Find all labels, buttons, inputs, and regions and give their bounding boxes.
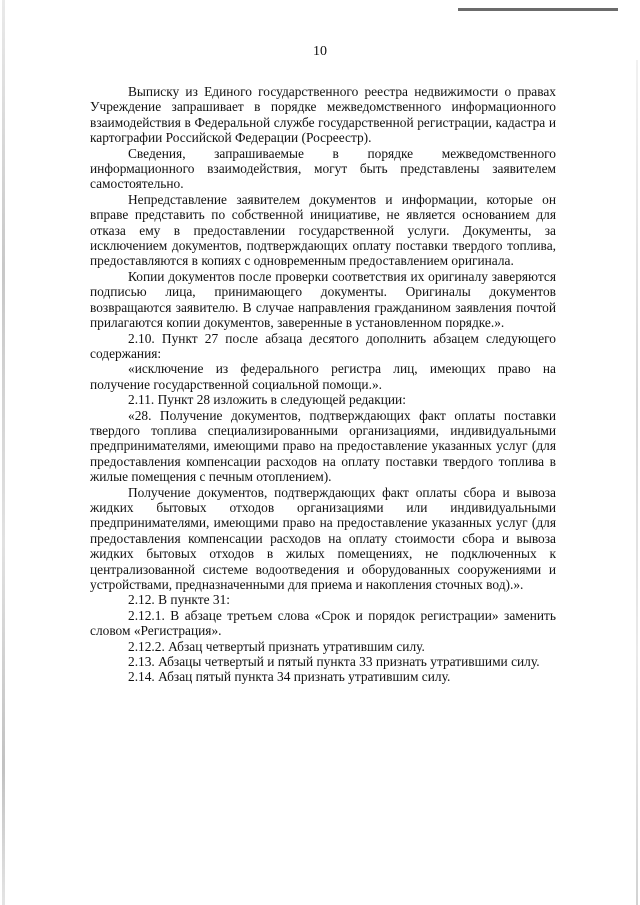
paragraph-2-14: 2.14. Абзац пятый пункта 34 признать утратившим силу. [128,669,451,685]
paragraph-interagency-info: Сведения, запрашиваемые в порядке межведомственного информационного взаимодействия, могут быть представлены заявителем самостоятельно. [90,145,556,192]
page-number: 10 [313,44,327,59]
paragraph-28-waste: Получение документов, подтверждающих факт оплаты сбора и вывоза жидких бытовых отходов организациями или индивидуальными предпринимателями, имеющими право на предоставление указанных услуг (для предоставления компенсации расходов на оплату стоимости сбора и вывоза жидких бытовых отходов в жилых помещениях, не подключенных к централизованной системе водоотведения и оборудованных сооружениями и устройствами, предназначенными для приема и накопления сточных вод).». [90,484,556,592]
paragraph-non-submission: Непредставление заявителем документов и информации, которые он вправе представить по собственной инициативе, не является основанием для отказа ему в предоставлении государственной услуги. Документы, за исключением документов, подтверждающих оплату поставки твердого топлива, предоставляются в копиях с одновременным предоставлением оригинала. [90,191,556,269]
paragraph-2-12-1: 2.12.1. В абзаце третьем слова «Срок и порядок регистрации» заменить словом «Регистрация». [90,607,556,639]
paragraph-2-10: 2.10. Пункт 27 после абзаца десятого дополнить абзацем следующего содержания: [90,330,556,361]
document-body [90,84,556,685]
paragraph-2-11: 2.11. Пункт 28 изложить в следующей редакции: [128,392,406,408]
paragraph-2-12-2: 2.12.2. Абзац четвертый признать утратившим силу. [128,638,425,654]
scan-top-mark [458,8,618,11]
scan-edge-left [2,0,5,905]
paragraph-28-fuel: «28. Получение документов, подтверждающих факт оплаты поставки твердого топлива специализированными организациями, индивидуальными предпринимателями, имеющими право на предоставление указанных услуг (для предоставления компенсации расходов на оплату поставки твердого топлива в жилые помещения с печным отоплением). [90,407,556,485]
paragraph-2-12: 2.12. В пункте 31: [128,592,231,608]
paragraph-egrn-extract: Выписку из Единого государственного реестра недвижимости о правах Учреждение запрашивает в порядке межведомственного информационного взаимодействия в Федеральной службе государственной регистрации, кадастра и картографии Российской Федерации (Росреестр). [90,84,556,146]
paragraph-2-13: 2.13. Абзацы четвертый и пятый пункта 33 признать утратившими силу. [128,654,540,670]
scan-edge-right [636,60,638,905]
paragraph-copies: Копии документов после проверки соответствия их оригиналу заверяются подписью лица, принимающего документы. Оригиналы документов возвращаются заявителю. В случае направления гражданином заявления почтой прилагаются копии документов, заверенные в установленном порядке.». [90,268,556,331]
paragraph-2-10-quote: «исключение из федерального регистра лиц, имеющих право на получение государственной социальной помощи.». [90,361,556,392]
